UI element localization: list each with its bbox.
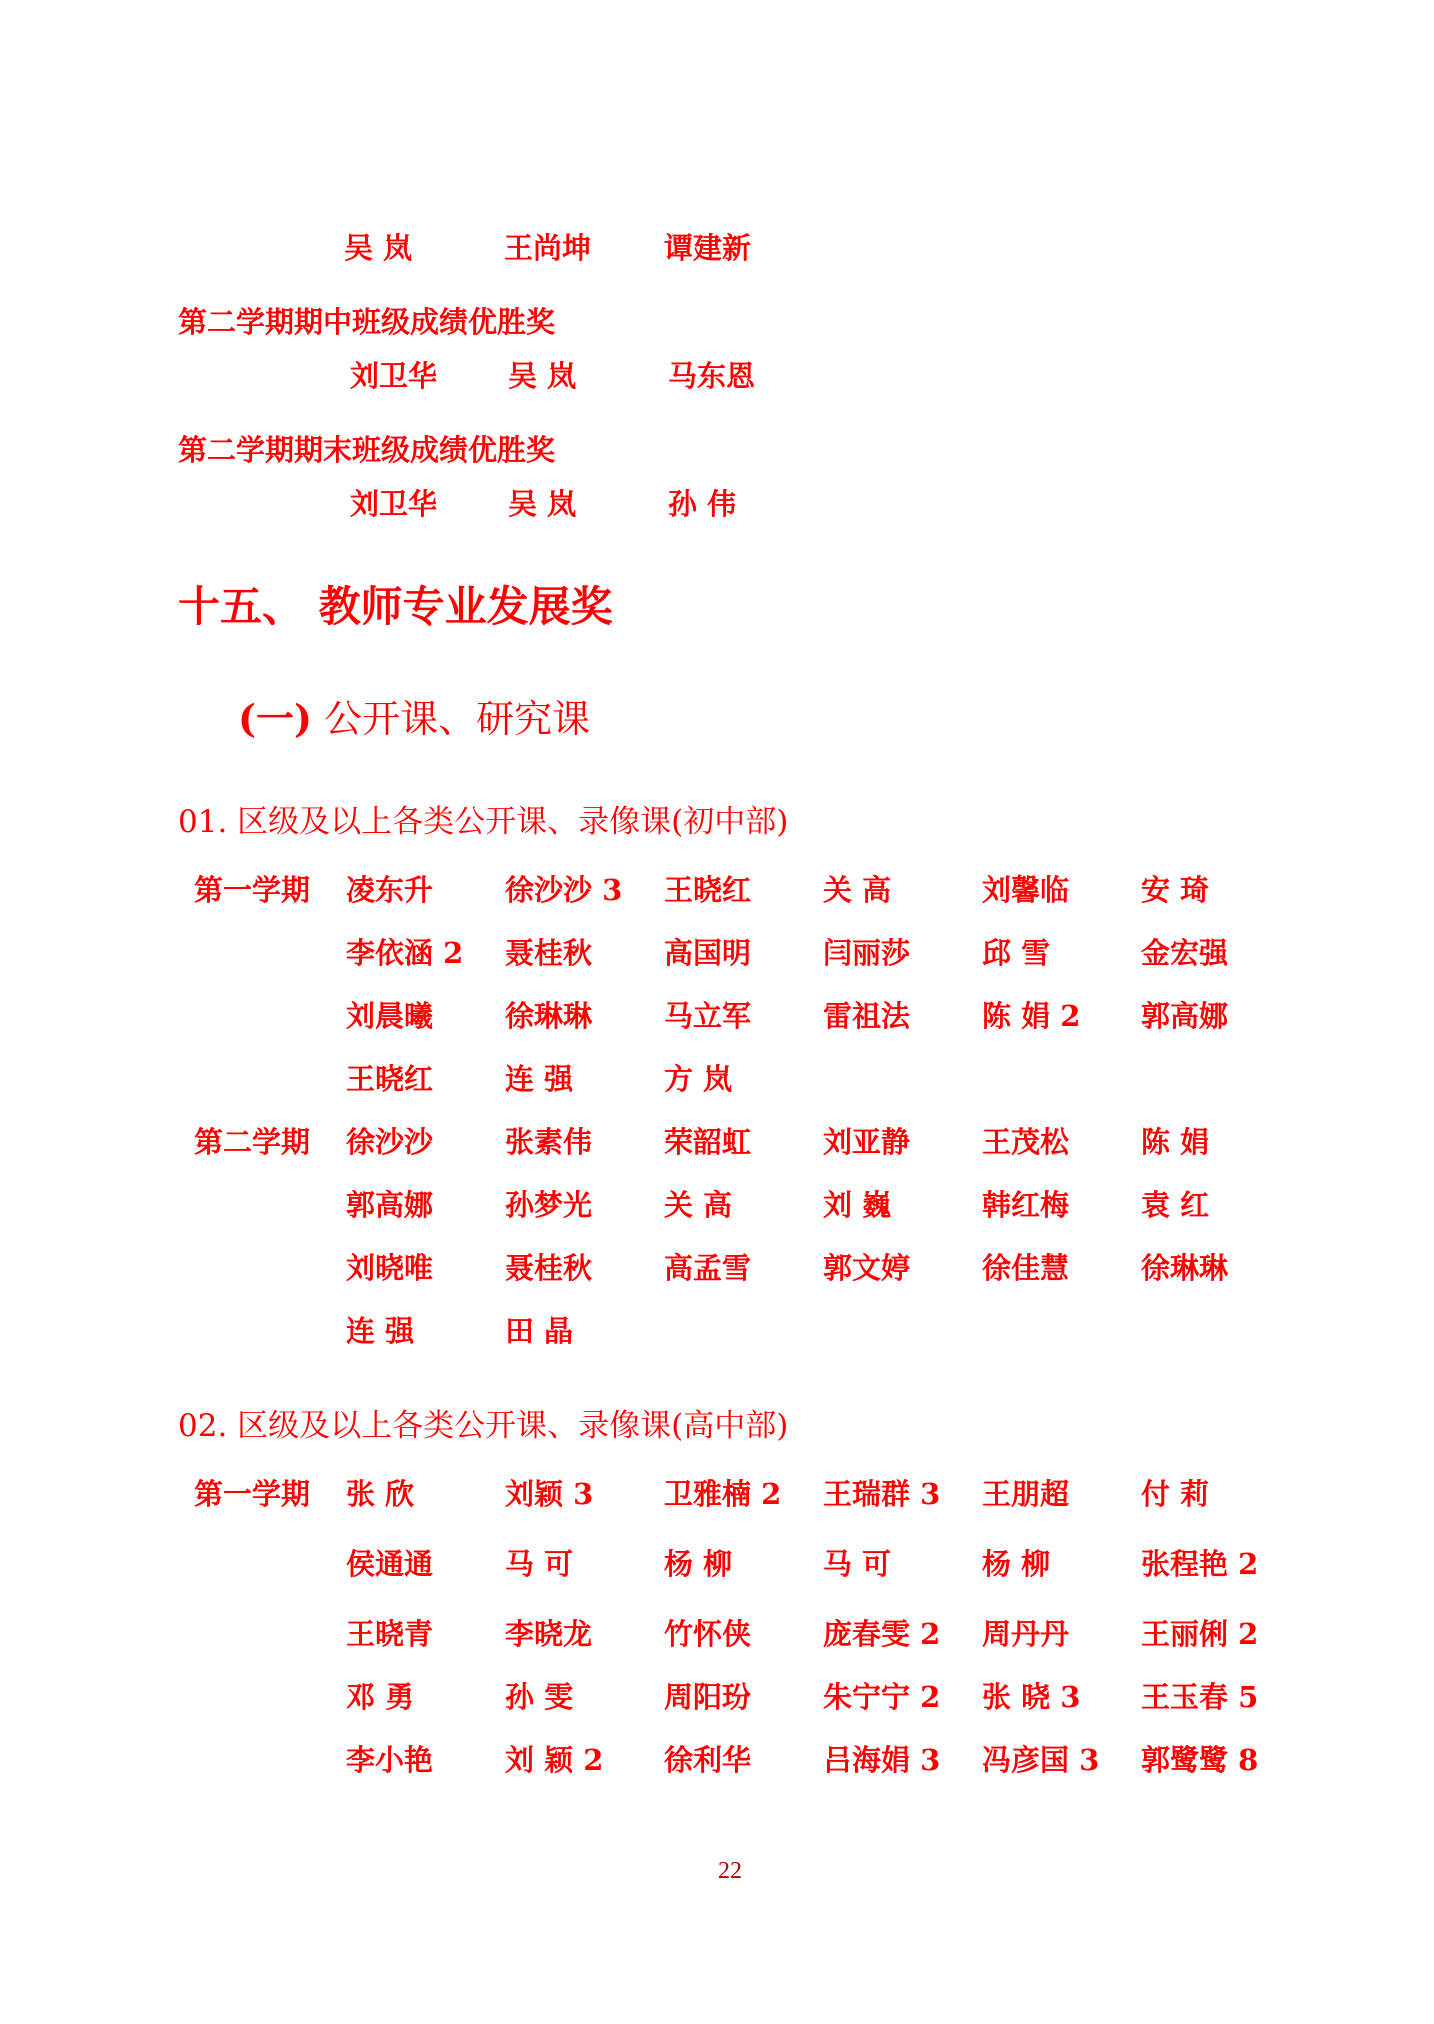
- name-cell: 张 晓 3: [982, 1680, 1081, 1714]
- name-cell: 王玉春 5: [1141, 1680, 1259, 1714]
- name-cell: 孙梦光: [505, 1188, 593, 1222]
- name-cell: 郭鹭鹭 8: [1141, 1743, 1259, 1777]
- subsection-text: 公开课、研究课: [324, 697, 591, 741]
- name-cell: 高国明: [664, 936, 752, 970]
- name-cell: 刘晨曦: [346, 999, 434, 1033]
- name-cell: 刘 巍: [823, 1188, 892, 1222]
- name-cell: 陈 娟: [1141, 1125, 1210, 1159]
- name-cell: 连 强: [346, 1314, 415, 1348]
- name-cell: 方 岚: [664, 1062, 733, 1096]
- subsection-title: [238, 688, 590, 743]
- semester-label: 第一学期: [194, 1477, 311, 1511]
- name-cell: 徐琳琳: [1141, 1251, 1229, 1285]
- name-cell: 徐沙沙 3: [505, 873, 623, 907]
- name-cell: 金宏强: [1141, 936, 1229, 970]
- name-cell: 徐利华: [664, 1743, 752, 1777]
- name-cell: 庞春雯 2: [823, 1617, 941, 1651]
- name-cell: 田 晶: [505, 1314, 574, 1348]
- name-cell: 徐佳慧: [982, 1251, 1070, 1285]
- name-cell: 王瑞群 3: [823, 1477, 941, 1511]
- name-cell: 刘馨临: [982, 873, 1070, 907]
- award-final-name-3: 孙 伟: [668, 487, 737, 521]
- name-cell: 孙 雯: [505, 1680, 574, 1714]
- award-midterm-name-3: 马东恩: [668, 359, 756, 393]
- name-cell: 刘亚静: [823, 1125, 911, 1159]
- name-cell: 杨 柳: [664, 1547, 733, 1581]
- name-cell: 安 琦: [1141, 873, 1210, 907]
- top-name-3: 谭建新: [664, 231, 752, 265]
- semester-label: 第二学期: [194, 1125, 311, 1159]
- name-cell: 韩红梅: [982, 1188, 1070, 1222]
- name-cell: 袁 红: [1141, 1188, 1210, 1222]
- name-cell: 邱 雪: [982, 936, 1051, 970]
- top-name-1: 吴 岚: [344, 231, 413, 265]
- name-cell: 李小艳: [346, 1743, 434, 1777]
- group-title-junior: 01. 区级及以上各类公开课、录像课(初中部): [178, 804, 789, 840]
- group-title-senior: 02. 区级及以上各类公开课、录像课(高中部): [178, 1408, 789, 1444]
- name-cell: 张程艳 2: [1141, 1547, 1259, 1581]
- name-cell: 刘晓唯: [346, 1251, 434, 1285]
- name-cell: 王晓红: [664, 873, 752, 907]
- name-cell: 郭高娜: [1141, 999, 1229, 1033]
- name-cell: 雷祖法: [823, 999, 911, 1033]
- name-cell: 李依涵 2: [346, 936, 464, 970]
- name-cell: 周丹丹: [982, 1617, 1070, 1651]
- name-cell: 王茂松: [982, 1125, 1070, 1159]
- page-number: 22: [718, 1858, 742, 1884]
- name-cell: 关 高: [823, 873, 892, 907]
- name-cell: 杨 柳: [982, 1547, 1051, 1581]
- name-cell: 竹怀侠: [664, 1617, 752, 1651]
- name-cell: 王朋超: [982, 1477, 1070, 1511]
- name-cell: 张 欣: [346, 1477, 415, 1511]
- section-title: 十五、 教师专业发展奖: [178, 582, 613, 631]
- name-cell: 闫丽莎: [823, 936, 911, 970]
- name-cell: 冯彦国 3: [982, 1743, 1100, 1777]
- name-cell: 徐琳琳: [505, 999, 593, 1033]
- award-final-name-1: 刘卫华: [350, 487, 438, 521]
- name-cell: 聂桂秋: [505, 936, 593, 970]
- award-midterm-name-2: 吴 岚: [508, 359, 577, 393]
- name-cell: 李晓龙: [505, 1617, 593, 1651]
- name-cell: 朱宁宁 2: [823, 1680, 941, 1714]
- award-midterm-name-1: 刘卫华: [350, 359, 438, 393]
- name-cell: 高孟雪: [664, 1251, 752, 1285]
- name-cell: 荣韶虹: [664, 1125, 752, 1159]
- name-cell: 马立军: [664, 999, 752, 1033]
- name-cell: 郭文婷: [823, 1251, 911, 1285]
- name-cell: 徐沙沙: [346, 1125, 434, 1159]
- name-cell: 郭高娜: [346, 1188, 434, 1222]
- name-cell: 聂桂秋: [505, 1251, 593, 1285]
- name-cell: 王丽俐 2: [1141, 1617, 1259, 1651]
- name-cell: 张素伟: [505, 1125, 593, 1159]
- name-cell: 卫雅楠 2: [664, 1477, 782, 1511]
- name-cell: 周阳玢: [664, 1680, 752, 1714]
- award-title-final: 第二学期期末班级成绩优胜奖: [178, 433, 556, 467]
- name-cell: 关 高: [664, 1188, 733, 1222]
- name-cell: 陈 娟 2: [982, 999, 1081, 1033]
- name-cell: 刘 颖 2: [505, 1743, 604, 1777]
- name-cell: 马 可: [823, 1547, 892, 1581]
- top-name-2: 王尚坤: [504, 231, 592, 265]
- name-cell: 吕海娟 3: [823, 1743, 941, 1777]
- subsection-index: (一): [238, 696, 312, 741]
- name-cell: 付 莉: [1141, 1477, 1210, 1511]
- name-cell: 凌东升: [346, 873, 434, 907]
- name-cell: 马 可: [505, 1547, 574, 1581]
- name-cell: 侯通通: [346, 1547, 434, 1581]
- award-final-name-2: 吴 岚: [508, 487, 577, 521]
- name-cell: 王晓青: [346, 1617, 434, 1651]
- name-cell: 连 强: [505, 1062, 574, 1096]
- award-title-midterm: 第二学期期中班级成绩优胜奖: [178, 305, 556, 339]
- name-cell: 邓 勇: [346, 1680, 415, 1714]
- semester-label: 第一学期: [194, 873, 311, 907]
- name-cell: 王晓红: [346, 1062, 434, 1096]
- name-cell: 刘颖 3: [505, 1477, 594, 1511]
